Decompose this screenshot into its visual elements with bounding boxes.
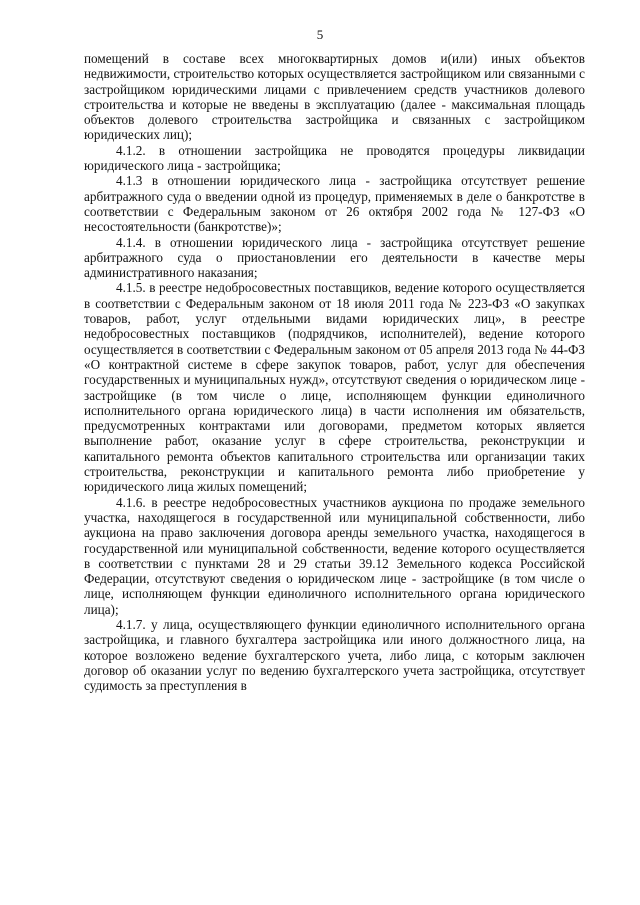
paragraph-4-1-6: 4.1.6. в реестре недобросовестных участников аукциона по продаже земельного участка, находящегося в государственной или муниципальной собственности, либо аукциона на право заключения договора аренды земельного участка, находящегося в государственной или муниципальной собственности, ведение которого осуществляется в соответствии с пунктами 28 и 29 статьи 39.12 Земельного кодекса Российской Федерации, отсутствуют сведения о юридическом лице - застройщике (в том числе о лице, исполняющем функции единоличного исполнительного органа юридического лица); xyxy=(84,494,585,617)
paragraph-4-1-7: 4.1.7. у лица, осуществляющего функции единоличного исполнительного органа застройщика, и главного бухгалтера застройщика или иного должностного лица, на которое возложено ведение бухгалтерского учета, либо лица, с которым заключен договор об оказании услуг по ведению бухгалтерского учета застройщика, отсутствует судимость за преступления в xyxy=(84,616,585,694)
paragraph-continuation: помещений в составе всех многоквартирных домов и(или) иных объектов недвижимости, строительство которых осуществляется застройщиком или связанными с застройщиком юридическими лицами с привлечением средств участников долевого строительства и которые не введены в эксплуатацию (далее - максимальная площадь объектов долевого строительства застройщика и связанных с застройщиком юридических лиц); xyxy=(84,51,585,143)
page-number: 5 xyxy=(316,27,324,42)
paragraph-4-1-3: 4.1.3 в отношении юридического лица - застройщика отсутствует решение арбитражного суда о введении одной из процедур, применяемых в деле о банкротстве в соответствии с Федеральным законом от 26 октября 2002 года № 127-ФЗ «О несостоятельности (банкротстве)»; xyxy=(84,173,585,235)
document-body xyxy=(84,51,585,693)
paragraph-4-1-5: 4.1.5. в реестре недобросовестных поставщиков, ведение которого осуществляется в соответствии с Федеральным законом от 18 июля 2011 года № 223-ФЗ «О закупках товаров, работ, услуг отдельными видами юридических лиц», в реестре недобросовестных поставщиков (подрядчиков, исполнителей), ведение которого осуществляется в соответствии с Федеральным законом от 05 апреля 2013 года № 44-ФЗ «О контрактной системе в сфере закупок товаров, работ, услуг для обеспечения государственных и муниципальных нужд», отсутствуют сведения о юридическом лице - застройщике (в том числе о лице, исполняющем функции единоличного исполнительного органа юридического лица) в части исполнения им обязательств, предусмотренных контрактами или договорами, предметом которых является выполнение работ, оказание услуг в сфере строительства, реконструкции и капитального ремонта объектов капитального строительства или организации таких строительства, реконструкции и капитального ремонта либо приобретение у юридического лица жилых помещений; xyxy=(84,280,585,495)
paragraph-4-1-4: 4.1.4. в отношении юридического лица - застройщика отсутствует решение арбитражного суда о приостановлении его деятельности в качестве меры административного наказания; xyxy=(84,234,585,281)
paragraph-4-1-2: 4.1.2. в отношении застройщика не проводятся процедуры ликвидации юридического лица - застройщика; xyxy=(84,142,585,174)
